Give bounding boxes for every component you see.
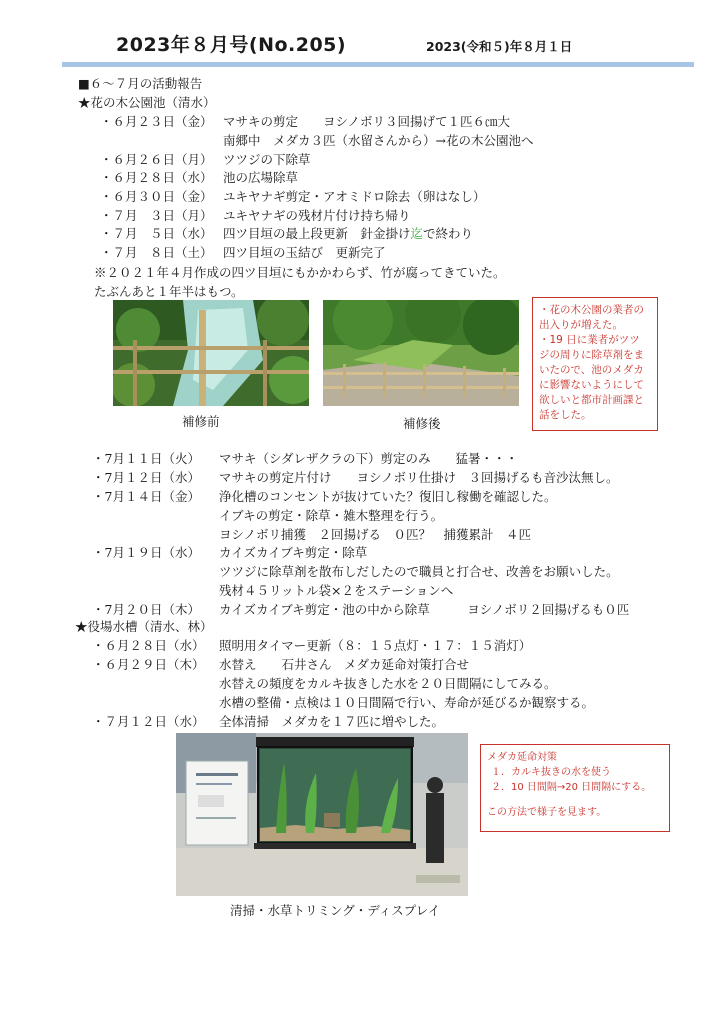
entry-text: マサキの剪定片付け ヨシノボリ仕掛け ３回揚げるも音沙汰無し。: [219, 470, 619, 485]
note-line: メダカ延命対策: [487, 752, 557, 763]
photo-caption: 清掃・水草トリミング・ディスプレイ: [230, 903, 441, 918]
photo-aquarium: [176, 733, 468, 896]
photo-caption: 補修後: [403, 416, 441, 431]
note-line: 話をした。: [539, 409, 592, 421]
entry-text: ユキヤナギの残材片付け持ち帰り: [223, 208, 411, 223]
entry-date: ・６月３０日（金）: [100, 189, 213, 204]
entry-text: カイズカイブキ剪定・池の中から除草 ヨシノボリ２回揚げるも０匹: [219, 602, 630, 617]
entry-text: 四ツ目垣の玉結び 更新完了: [223, 245, 386, 260]
entry-text: [223, 226, 473, 241]
park-section-title: ★花の木公園池（清水）: [78, 95, 216, 110]
tank-note-box: [480, 744, 670, 832]
entry-date: ・7月１１日（火）: [92, 451, 200, 466]
note-line: ・花の木公園の業者の: [539, 304, 644, 316]
entry-date: ・７月 ３日（月）: [100, 208, 213, 223]
entry-text: ツツジの下除草: [223, 152, 311, 167]
tank-section-title: ★役場水槽（清水、林）: [75, 619, 213, 634]
note-line: [487, 795, 663, 805]
report-heading: ■６～７月の活動報告: [78, 76, 203, 91]
entry-text-cont: 水槽の整備・点検は１０日間隔で行い、寿命が延びるか観察する。: [219, 695, 595, 710]
entry-date: ・６月２６日（月）: [100, 152, 213, 167]
photo-after-repair: [323, 300, 519, 406]
entry-date: ・7月１２日（水）: [92, 470, 200, 485]
entry-date: ・６月２９日（木）: [92, 657, 205, 672]
entry-text: 浄化槽のコンセントが抜けていた？復旧し稼働を確認した。: [219, 489, 557, 504]
remark: たぶんあと１年半はもつ。: [94, 284, 244, 299]
entry-date: ・７月１２日（水）: [92, 714, 205, 729]
remark: ※２０２１年４月作成の四ツ目垣にもかかわらず、竹が腐ってきていた。: [94, 265, 506, 280]
entry-text-part: 四ツ目垣の最上段更新 針金掛け: [223, 226, 411, 241]
note-line: ジの周りに除草剤をま: [539, 349, 644, 361]
entry-date: ・7月１９日（水）: [92, 545, 200, 560]
note-line: ２．10 日間隔→20 日間隔にする。: [491, 782, 652, 793]
entry-date: ・７月 ５日（水）: [100, 226, 213, 241]
photo-caption: 補修前: [182, 414, 220, 429]
entry-text: マサキ（シダレザクラの下）剪定のみ 猛暑・・・: [219, 451, 519, 466]
note-line: に影響ないようにして: [539, 379, 644, 391]
note-line: 欲しいと都市計画課と: [539, 394, 644, 406]
entry-text-part: で終わり: [423, 226, 474, 241]
photo-after-graphic: [323, 300, 519, 406]
entry-text: マサキの剪定 ヨシノボリ３回揚げて１匹６㎝大: [223, 114, 511, 129]
entry-text-cont: イブキの剪定・除草・雑木整理を行う。: [219, 508, 444, 523]
entry-text-cont: 残材４５リットル袋×２をステーションへ: [219, 583, 454, 598]
entry-text: ユキヤナギ剪定・アオミドロ除去（卵はなし）: [223, 189, 486, 204]
entry-date: ・６月２８日（水）: [100, 170, 213, 185]
entry-date: ・７月 ８日（土）: [100, 245, 213, 260]
entry-text: カイズカイブキ剪定・除草: [219, 545, 368, 560]
entry-text: 照明用タイマー更新（８：１５点灯・１７：１５消灯）: [219, 638, 532, 653]
photo-aquarium-graphic: [176, 733, 468, 896]
park-note-box: [532, 297, 658, 431]
entry-text-highlight: 迄: [410, 226, 424, 241]
entry-text-cont: 水替えの頻度をカルキ抜きした水を２０日間隔にしてみる。: [219, 676, 557, 691]
photo-before-repair: [113, 300, 309, 406]
header-rule: [62, 62, 694, 67]
note-line: ・19 日に業者がツツ: [539, 334, 640, 346]
entry-text: 水替え 石井さん メダカ延命対策打合せ: [219, 657, 470, 672]
entry-text-cont: ヨシノボリ捕獲 ２回揚げる ０匹？ 捕獲累計 ４匹: [219, 527, 532, 542]
note-line: この方法で様子を見ます。: [487, 807, 607, 818]
entry-text-cont: ツツジに除草剤を散布しだしたので職員と打合せ、改善をお願いした。: [219, 564, 619, 579]
entry-text: 全体清掃 メダカを１７匹に増やした。: [219, 714, 445, 729]
issue-title: 2023年８月号(No.205): [116, 34, 347, 56]
entry-date: ・7月１４日（金）: [92, 489, 200, 504]
note-line: １．カルキ抜きの水を使う: [491, 767, 611, 778]
entry-date: ・7月２０日（木）: [92, 602, 200, 617]
entry-text-cont: 南郷中 メダカ３匹（水留さんから）→花の木公園池へ: [223, 133, 534, 148]
entry-text: 池の広場除草: [223, 170, 299, 185]
photo-before-graphic: [113, 300, 309, 406]
issue-date: 2023(令和５)年８月１日: [426, 39, 573, 54]
entry-date: ・６月２３日（金）: [100, 114, 213, 129]
note-line: いたので、池のメダカ: [539, 364, 644, 376]
note-line: 出入りが増えた。: [539, 319, 623, 331]
entry-date: ・６月２８日（水）: [92, 638, 205, 653]
